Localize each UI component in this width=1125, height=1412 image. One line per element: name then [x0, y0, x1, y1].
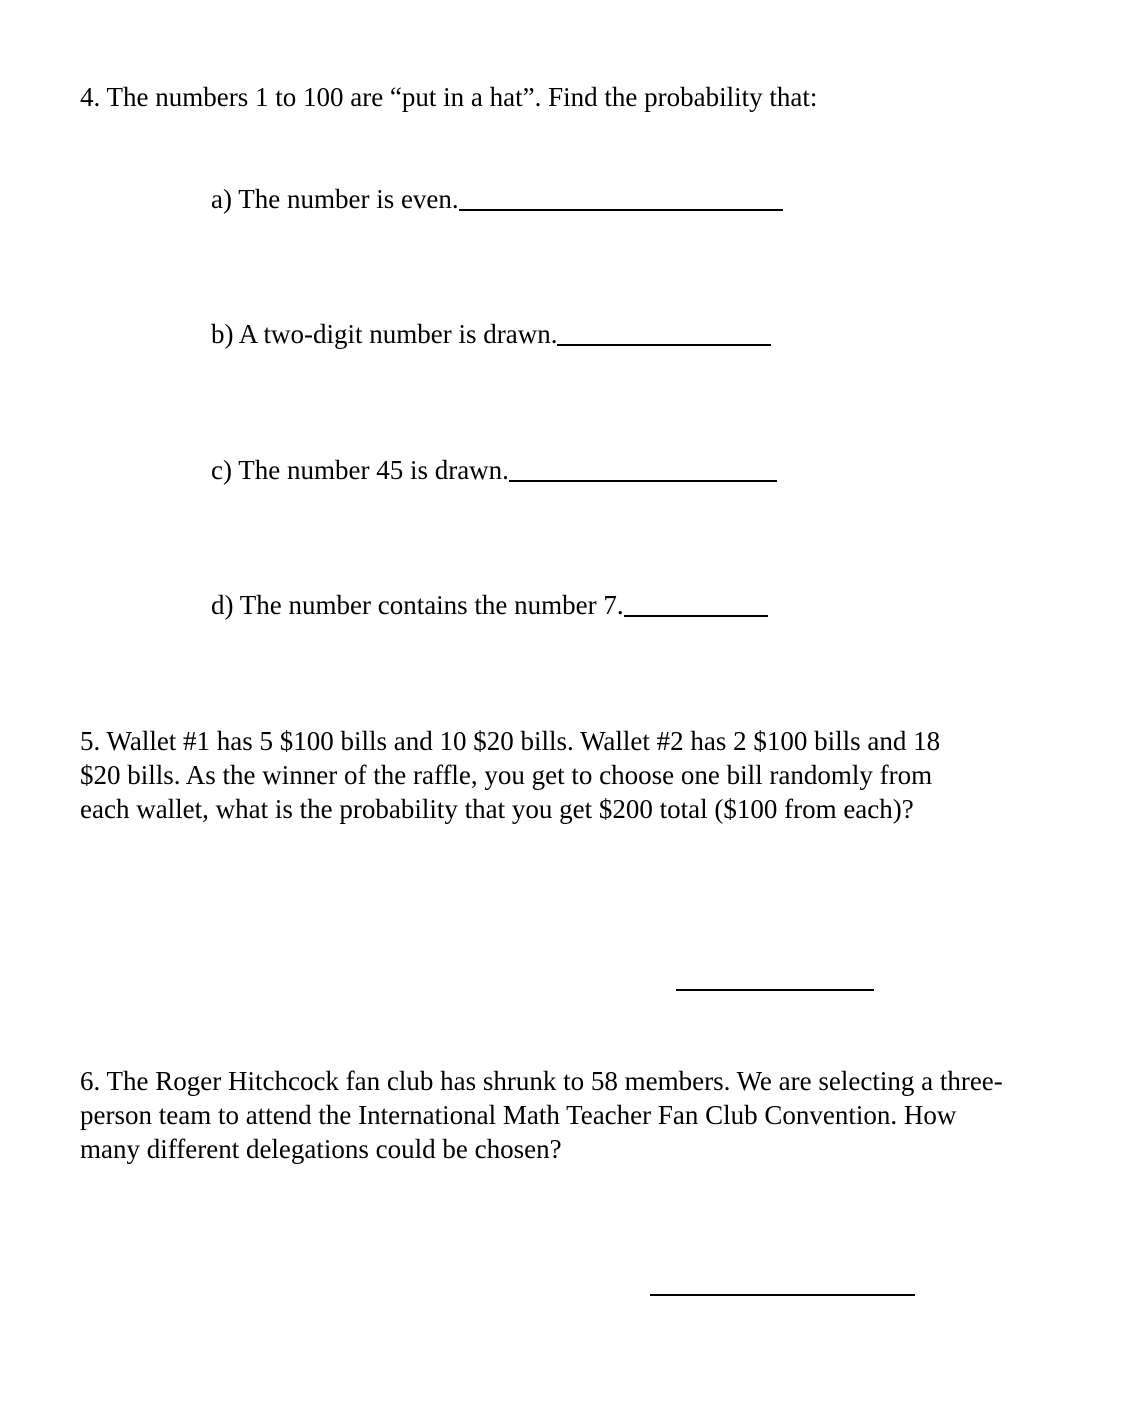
- question-6-line-3: many different delegations could be chosen?: [80, 1134, 562, 1164]
- question-4c: [211, 453, 777, 487]
- answer-blank-4d[interactable]: [624, 588, 768, 617]
- answer-blank-6[interactable]: [650, 1294, 915, 1296]
- answer-blank-4a[interactable]: [459, 182, 783, 211]
- question-5-line-2: $20 bills. As the winner of the raffle, you get to choose one bill randomly from: [80, 760, 933, 790]
- question-6-line-2: person team to attend the International Math Teacher Fan Club Convention. How: [80, 1100, 957, 1130]
- question-4d: [211, 588, 768, 622]
- question-5-line-1: 5. Wallet #1 has 5 $100 bills and 10 $20 bills. Wallet #2 has 2 $100 bills and 18: [80, 726, 941, 756]
- question-6-line-1: 6. The Roger Hitchcock fan club has shrunk to 58 members. We are selecting a three-: [80, 1066, 1003, 1096]
- question-5-line-3: each wallet, what is the probability that you get $200 total ($100 from each)?: [80, 794, 914, 824]
- answer-blank-4b[interactable]: [557, 317, 771, 346]
- question-4-prompt: 4. The numbers 1 to 100 are “put in a hat”. Find the probability that:: [80, 82, 818, 112]
- question-4b: [211, 317, 771, 351]
- question-4a: [211, 182, 783, 216]
- answer-blank-4c[interactable]: [509, 453, 777, 482]
- question-4a-label: a) The number is even.: [211, 184, 459, 214]
- question-4c-label: c) The number 45 is drawn.: [211, 455, 509, 485]
- question-4b-label: b) A two-digit number is drawn.: [211, 319, 558, 349]
- answer-blank-5[interactable]: [676, 989, 874, 991]
- question-4d-label: d) The number contains the number 7.: [211, 590, 624, 620]
